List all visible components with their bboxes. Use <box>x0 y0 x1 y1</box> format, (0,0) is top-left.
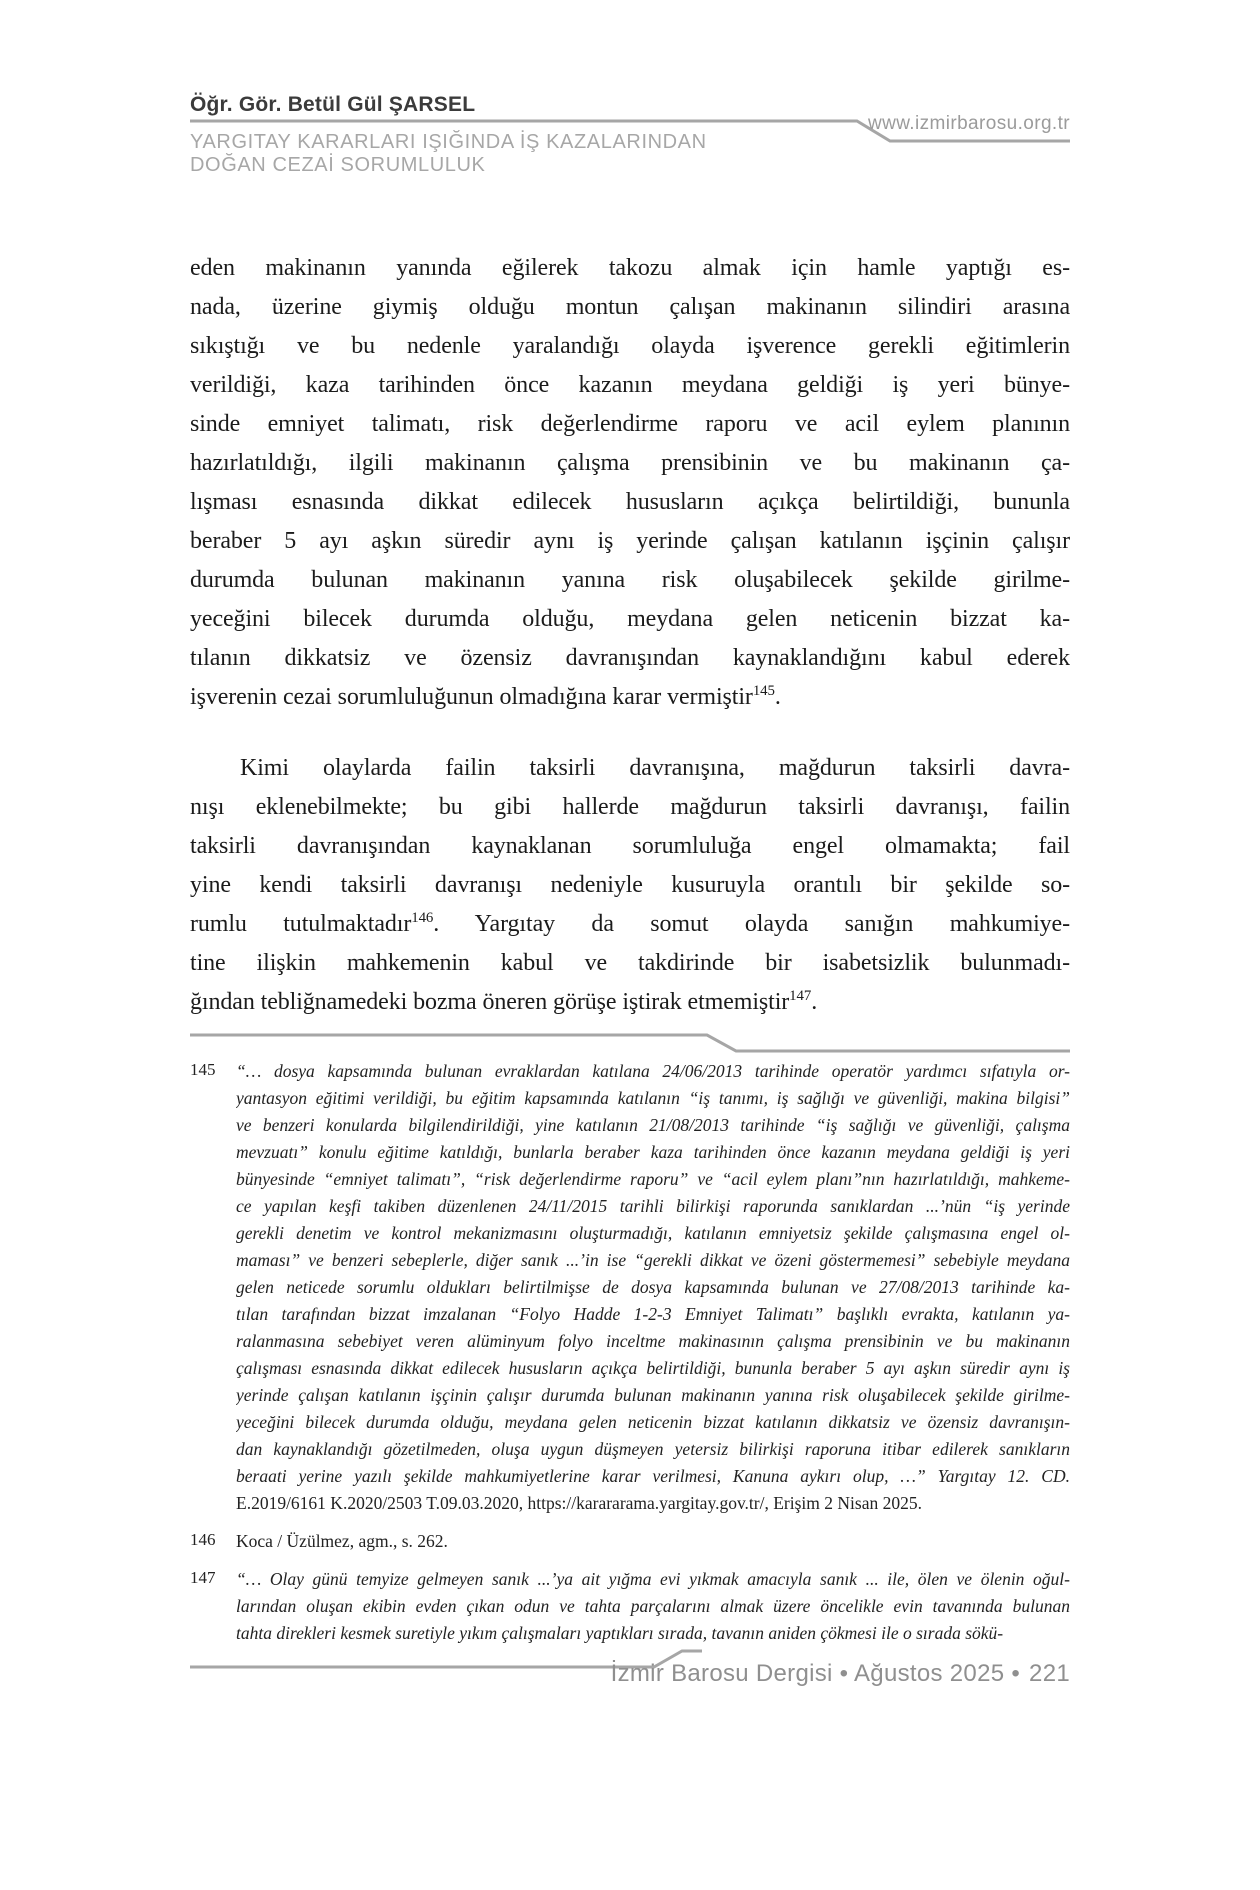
text-line: larından oluşan ekibin evden çıkan odun ve tahta parçalarını almak üzere öncelikle evin tavanında bulunan <box>236 1596 1070 1616</box>
text-line: beraber 5 ayı aşkın süredir aynı iş yerinde çalışan katılanın işçinin çalışır <box>190 528 1070 554</box>
text-line: tahta direkleri kesmek suretiyle yıkım çalışmaları yaptıkları sırada, tavanın aniden çökmesi ile o sırada sökü- <box>236 1623 1004 1643</box>
article-title-line1: YARGITAY KARARLARI IŞIĞINDA İŞ KAZALARINDAN <box>190 131 707 153</box>
article-body <box>190 249 1070 1022</box>
journal-footer-text <box>600 1660 1070 1688</box>
article-title-line2: DOĞAN CEZAİ SORUMLULUK <box>190 154 486 176</box>
text-line: tılan tarafından bizzat imzalanan “Folyo Hadde 1-2-3 Emniyet Talimatı” başlıklı evrakta, katılanın ya- <box>236 1304 1070 1324</box>
text-line: gerekli denetim ve kontrol mekanizmasını oluşturmadığı, katılanın emniyetsiz şekilde çalışmasına engel ol- <box>236 1223 1070 1243</box>
text-line: işverenin cezai sorumluluğunun olmadığına karar vermiştir$^{145}$. <box>190 683 781 710</box>
journal-name-and-issue: İzmir Barosu Dergisi • Ağustos 2025 • <box>610 1660 1021 1687</box>
text-line: durumda bulunan makinanın yanına risk oluşabilecek şekilde girilme- <box>190 567 1070 593</box>
text-line: tılanın dikkatsiz ve özensiz davranışından kaynaklandığını kabul ederek <box>190 645 1070 671</box>
footnote-number: 146 <box>190 1530 216 1549</box>
text-line: rumlu tutulmaktadır$^{146}$. Yargıtay da somut olayda sanığın mahkumiye- <box>190 910 1070 937</box>
text-line: “… dosya kapsamında bulunan evraklardan katılana 24/06/2013 tarihinde operatör yardımcı sıfatıyla or- <box>236 1061 1070 1081</box>
article-title <box>190 131 707 177</box>
footnote-number: 147 <box>190 1568 216 1587</box>
text-line: nışı eklenebilmekte; bu gibi hallerde mağdurun taksirli davranışı, failin <box>190 794 1070 820</box>
text-line: sinde emniyet talimatı, risk değerlendirme raporu ve acil eylem planının <box>190 411 1070 437</box>
text-line: bünyesinde “emniyet talimatı”, “risk değerlendirme raporu” ve “acil eylem planı”nın hazırlatıldığı, mahkeme- <box>236 1169 1070 1189</box>
page-number: 221 <box>1029 1660 1070 1687</box>
text-line: ğından tebliğnamedeki bozma öneren görüşe iştirak etmemiştir$^{147}$. <box>190 988 818 1015</box>
text-line: Kimi olaylarda failin taksirli davranışına, mağdurun taksirli davra- <box>240 755 1070 781</box>
footnote-145 <box>190 1058 1070 1517</box>
text-line: eden makinanın yanında eğilerek takozu almak için hamle yaptığı es- <box>190 255 1070 281</box>
text-line: yeceğini bilecek durumda olduğu, meydana gelen neticenin bizzat ka- <box>190 606 1070 632</box>
footnote-number: 145 <box>190 1060 216 1079</box>
text-line: çalışması esnasında dikkat edilecek hususların açıkça belirtildiği, bununla beraber 5 ayı aşkın süredir aynı iş <box>236 1358 1070 1378</box>
text-line: E.2019/6161 K.2020/2503 T.09.03.2020, https://karararama.yargitay.gov.tr/, Erişim 2 Nisan 2025. <box>236 1493 922 1513</box>
author-name: Öğr. Gör. Betül Gül ŞARSEL <box>190 93 476 116</box>
text-line: ve benzeri konularda bilgilendirildiği, yine katılanın 21/08/2013 tarihinde “iş sağlığı ve güvenliği, çalışma <box>236 1115 1070 1135</box>
text-line: ce yapılan keşfi takiben düzenlenen 24/11/2015 tarihli bilirkişi raporunda sanıklardan ...’nün “iş yerinde <box>236 1196 1070 1216</box>
website-url: www.izmirbarosu.org.tr <box>867 113 1070 134</box>
text-line: sıkıştığı ve bu nedenle yaralandığı olayda işverence gerekli eğitimlerin <box>190 333 1070 359</box>
text-line: mevzuatı” konulu eğitime katıldığı, bunlarla beraber kaza tarihinden önce kazanın meydana geldiği iş yeri <box>236 1142 1070 1162</box>
footnote-146 <box>190 1528 1070 1555</box>
text-line: taksirli davranışından kaynaklanan sorumluluğa engel olmamakta; fail <box>190 833 1070 859</box>
text-line: yeceğini bilecek durumda olduğu, meydana gelen neticenin bizzat katılanın dikkatsiz ve özensiz davranışın- <box>236 1412 1070 1432</box>
text-line: yine kendi taksirli davranışı nedeniyle kusuruyla orantılı bir şekilde so- <box>190 872 1070 898</box>
footnotes-section <box>190 1058 1070 1647</box>
text-line: ralanmasına sebebiyet veren alüminyum folyo inceltme makinasının çalışma prensibinin ve bu makinanın <box>236 1331 1070 1351</box>
text-line: lışması esnasında dikkat edilecek hususların açıkça belirtildiği, bununla <box>190 489 1070 515</box>
text-line: Koca / Üzülmez, agm., s. 262. <box>236 1531 448 1551</box>
text-line: nada, üzerine giymiş olduğu montun çalışan makinanın silindiri arasına <box>190 294 1070 320</box>
footnote-text <box>236 1566 1070 1647</box>
text-line: tine ilişkin mahkemenin kabul ve takdirinde bir isabetsizlik bulunmadı- <box>190 950 1070 976</box>
footnote-step-divider <box>190 1032 1070 1054</box>
text-line: dan kaynaklandığı gözetilmeden, oluşa uygun düşmeyen yetersiz bilirkişi raporuna itibar edilerek sanıkların <box>236 1439 1070 1459</box>
footnote-147 <box>190 1566 1070 1647</box>
text-line: verildiği, kaza tarihinden önce kazanın meydana geldiği iş yeri bünye- <box>190 372 1070 398</box>
text-line: yantasyon eğitimi verildiği, bu eğitim kapsamında katılanın “iş tanımı, iş sağlığı ve güvenliği, makina bilgisi” <box>236 1088 1070 1108</box>
paragraph-1 <box>190 249 1070 717</box>
footnote-text <box>236 1058 1070 1517</box>
text-line: gelen neticede sorumlu oldukları belirtilmişse de dosya kapsamında bulunan ve 27/08/2013 tarihinde ka- <box>236 1277 1070 1297</box>
text-line: “… Olay günü temyize gelmeyen sanık ...’ya ait yığma evi yıkmak amacıyla sanık ... ile, ölen ve ölenin oğul- <box>236 1569 1070 1589</box>
footnote-text <box>236 1528 1070 1555</box>
text-line: yerinde çalışan katılanın işçinin çalışır durumda bulunan makinanın yanına risk oluşabilecek şekilde girilme- <box>236 1385 1070 1405</box>
text-line: hazırlatıldığı, ilgili makinanın çalışma prensibinin ve bu makinanın ça- <box>190 450 1070 476</box>
paragraph-2 <box>190 749 1070 1022</box>
text-line: beraati yerine yazılı şekilde mahkumiyetlerine karar verilmesi, Kanuna aykırı olup, …” Yargıtay 12. CD. <box>236 1466 1070 1486</box>
text-line: maması” ve benzeri sebeplerle, diğer sanık ...’in ise “gerekli dikkat ve özeni göstermemesi” sebebiyle meydana <box>236 1250 1070 1270</box>
